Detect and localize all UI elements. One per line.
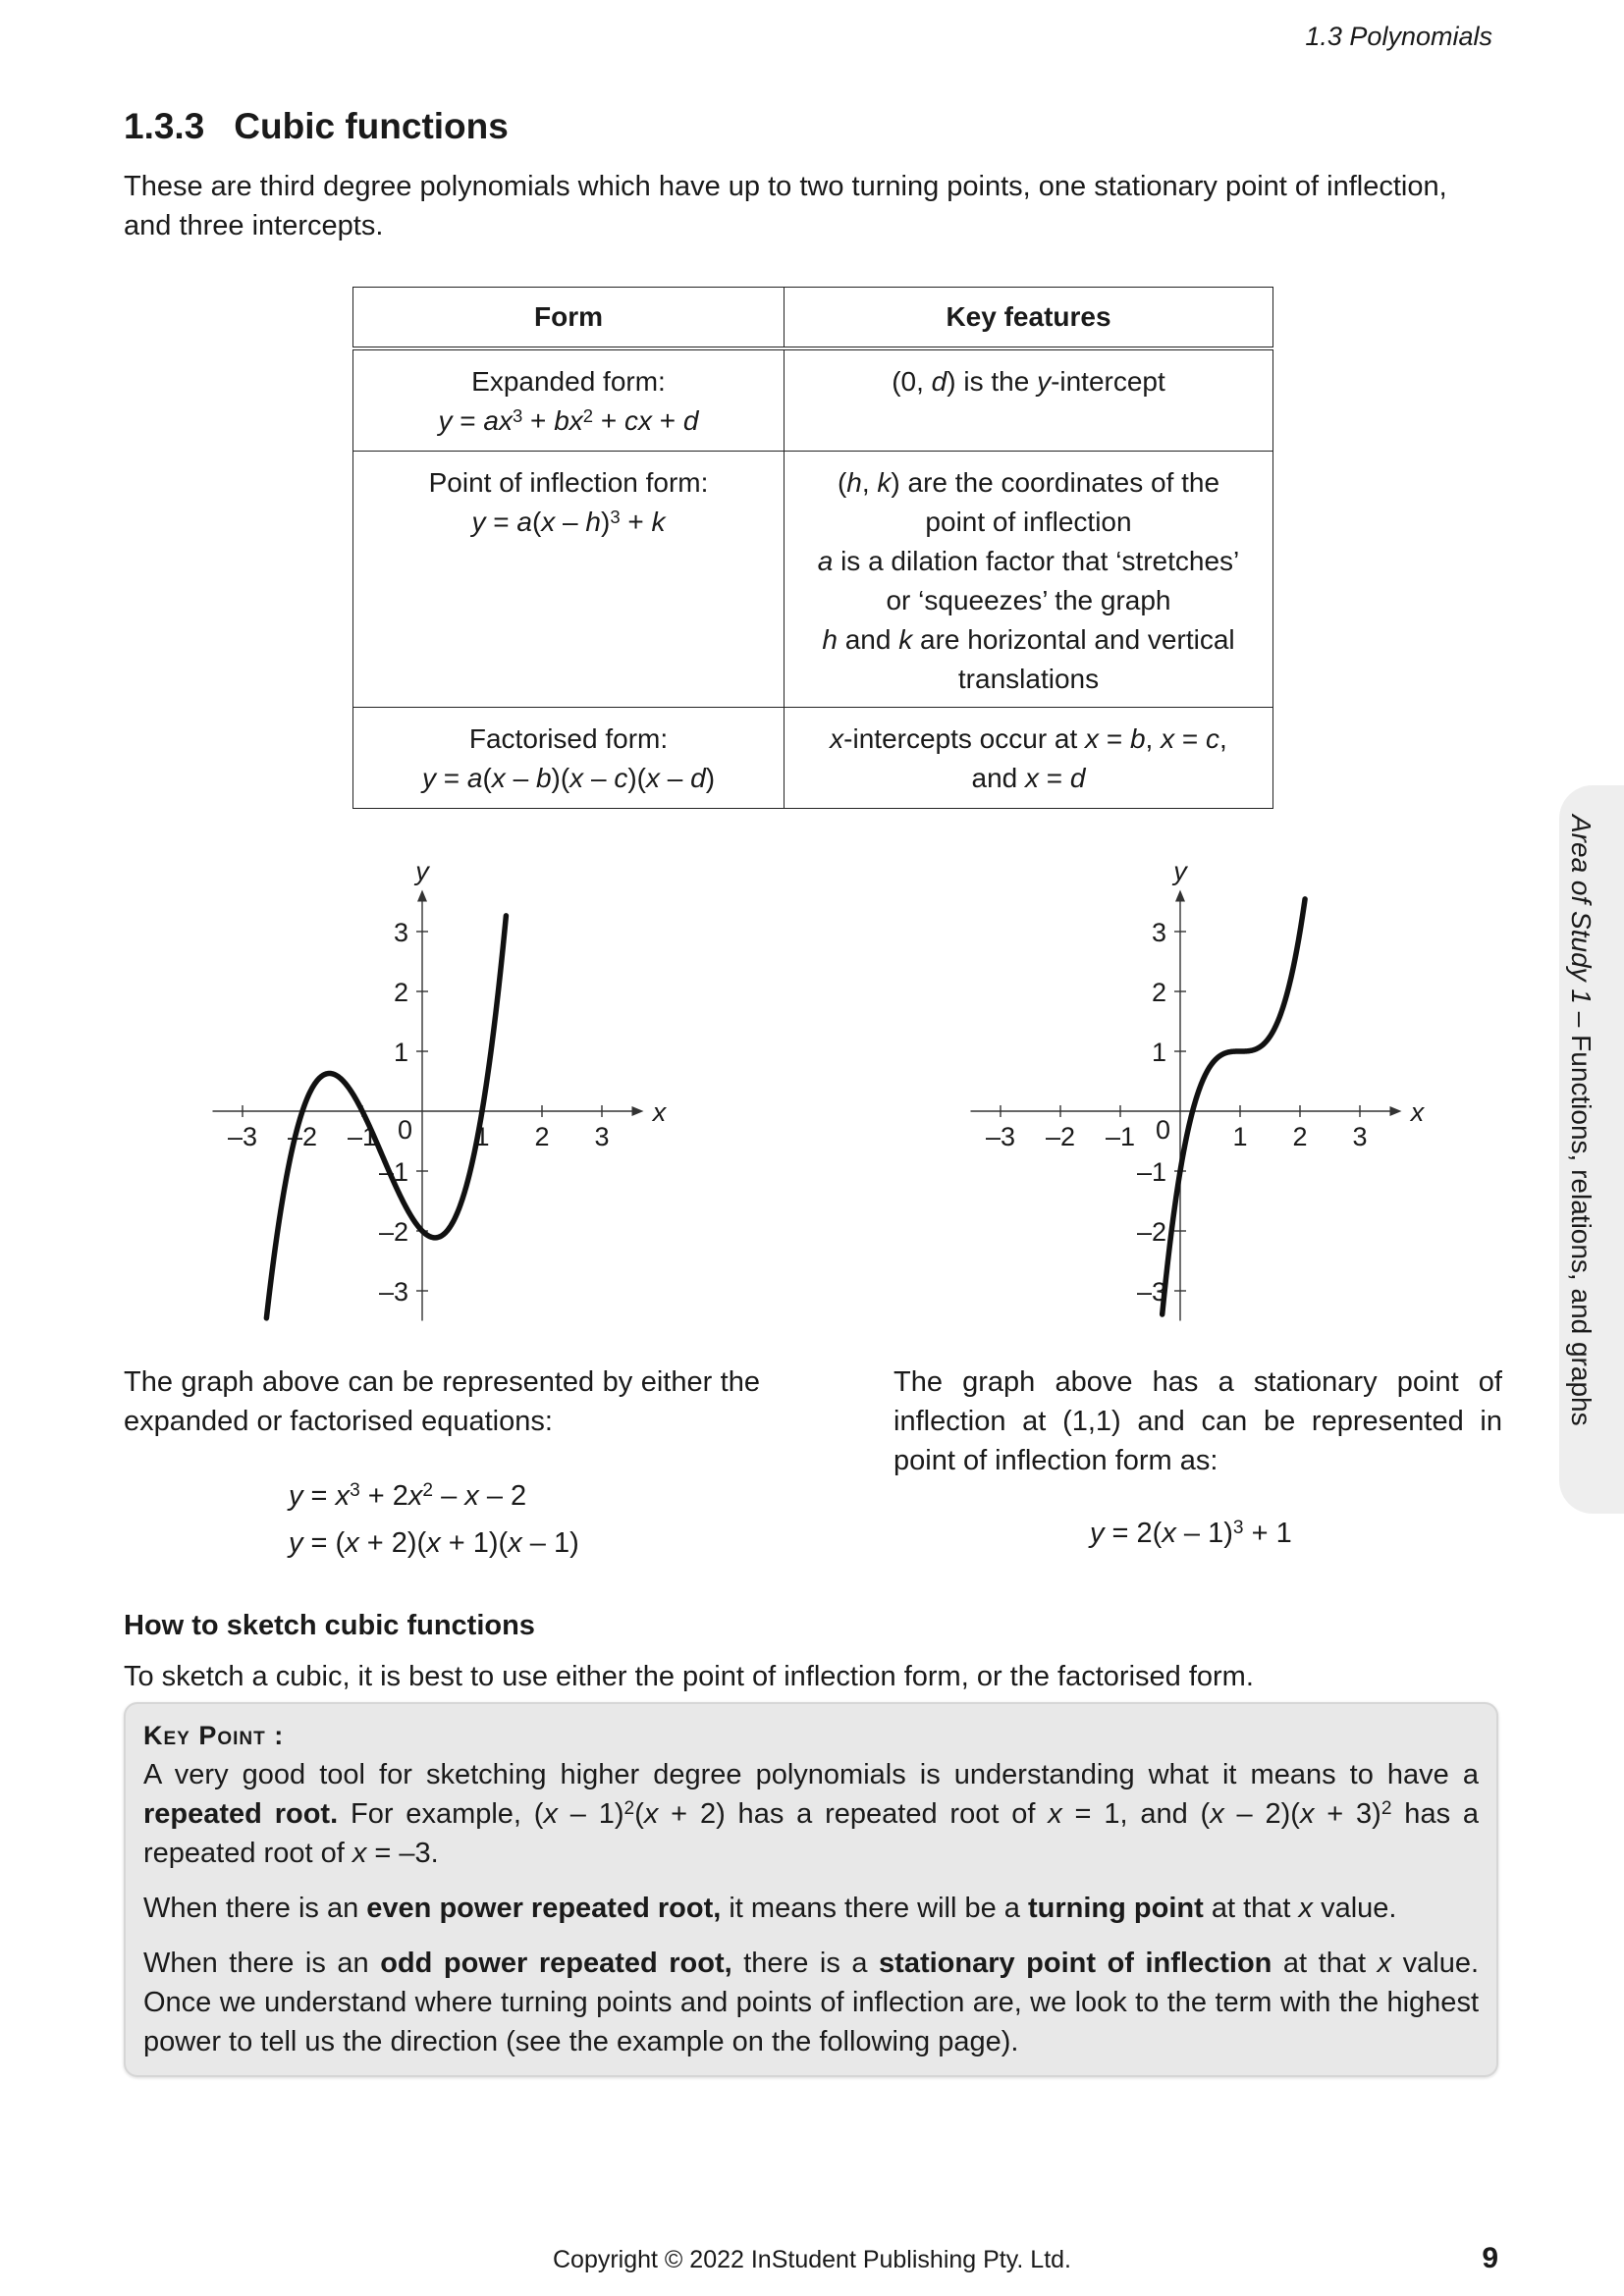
x-axis-label: x: [1410, 1097, 1425, 1127]
form-equation: y = a(x – b)(x – c)(x – d): [421, 763, 716, 793]
page-number: 9: [1482, 2242, 1498, 2274]
x-axis-label: x: [652, 1097, 667, 1127]
x-tick-label: –2: [1045, 1122, 1076, 1151]
y-axis-arrow: [417, 890, 427, 902]
feature-text: a is a dilation factor that ‘stretches’: [817, 546, 1240, 576]
form-equation: $y = ax^3 + bx^2$ + cx + d: [438, 404, 699, 436]
form-cell: [353, 348, 785, 452]
cubic-graph-right: [954, 854, 1445, 1325]
y-axis-label: y: [1173, 856, 1187, 886]
x-tick-label: 1: [1232, 1122, 1248, 1151]
table-row: [353, 452, 1273, 708]
y-tick-label: 2: [1151, 978, 1166, 1007]
table-header-row: [353, 288, 1273, 349]
table-row: [353, 708, 1273, 809]
subsection-heading: How to sketch cubic functions: [124, 1610, 535, 1641]
x-tick-label: –1: [347, 1122, 378, 1151]
section-title: [124, 106, 509, 147]
right-graph-caption: The graph above has a stationary point of inflection at (1,1) and can be represented in point of inflection form as:: [893, 1366, 1502, 1476]
feature-text: x-intercepts occur at x = b, x = c,: [830, 723, 1227, 754]
cubic-forms-table: [352, 287, 1273, 809]
x-axis-arrow: [1390, 1106, 1402, 1116]
cubic-curve: [266, 916, 506, 1318]
inflection-form-equation: y = 2(x – 1)$^3$ + 1: [1090, 1518, 1292, 1549]
left-graph-caption: The graph above can be represented by either the expanded or factorised equations:: [124, 1366, 760, 1437]
table-header-features: Key features: [785, 288, 1273, 349]
features-cell: [785, 348, 1273, 452]
section-number: 1.3.3: [124, 106, 205, 146]
factorised-equation: y = (x + 2)(x + 1)(x – 1): [289, 1527, 579, 1559]
expanded-equation: $y = x^3 + 2x^2 - x - 2$: [289, 1480, 527, 1512]
footer-copyright: Copyright © 2022 InStudent Publishing Pty. Ltd.: [552, 2246, 1071, 2273]
form-label: Point of inflection form:: [428, 467, 709, 498]
subsection-text: To sketch a cubic, it is best to use either the point of inflection form, or the factorised form.: [124, 1661, 1254, 1692]
form-equation: y = a(x – h)$^3$ + k: [471, 506, 666, 537]
features-cell: [785, 452, 1273, 708]
key-point-title: Key Point :: [143, 1721, 285, 1750]
y-tick-label: –1: [1136, 1157, 1166, 1187]
left-equations: [289, 1472, 579, 1567]
y-tick-label: 1: [1151, 1038, 1166, 1067]
key-point-paragraph: A very good tool for sketching higher degree polynomials is understanding what it means to have a repeated root. For example, (x – 1)$^2$(x + 2) has a repeated root of x = 1, and $(x - 2)(x + 3)^2$ has a repeated root of x = –3.: [143, 1759, 1480, 1869]
feature-text: translations: [957, 664, 1100, 694]
y-tick-label: –2: [1136, 1217, 1166, 1247]
section-title-text: Cubic functions: [234, 106, 509, 146]
chapter-side-tab: [1559, 785, 1624, 1514]
y-tick-label: –1: [378, 1157, 408, 1187]
feature-text: (0, d) is the y-intercept: [892, 366, 1165, 397]
cubic-graph-left: [196, 854, 687, 1325]
table-header-form: Form: [353, 288, 785, 349]
x-tick-label: –3: [227, 1122, 258, 1151]
feature-text: h and k are horizontal and vertical: [822, 624, 1235, 655]
y-tick-label: –3: [1136, 1277, 1166, 1307]
form-cell: [353, 708, 785, 809]
x-tick-label: 1: [474, 1122, 490, 1151]
y-axis-label: y: [415, 856, 429, 886]
y-tick-label: 1: [393, 1038, 408, 1067]
intro-paragraph: These are third degree polynomials which have up to two turning points, one stationary point of inflection, and three intercepts.: [124, 171, 1447, 241]
feature-text: and x = d: [971, 763, 1086, 793]
table-row: [353, 348, 1273, 452]
y-tick-label: –2: [378, 1217, 408, 1247]
form-label: Factorised form:: [468, 723, 669, 754]
x-tick-label: –2: [287, 1122, 318, 1151]
feature-text: or ‘squeezes’ the graph: [886, 585, 1171, 615]
y-tick-label: 2: [393, 978, 408, 1007]
origin-label: 0: [397, 1115, 412, 1145]
key-point-paragraph: When there is an even power repeated root, it means there will be a turning point at that x value.: [143, 1893, 1397, 1924]
side-tab-label: Area of Study 1 – Functions, relations, and graphs: [1566, 815, 1597, 1426]
feature-text: (h, k) are the coordinates of the: [837, 467, 1220, 498]
x-tick-label: –1: [1105, 1122, 1136, 1151]
x-axis-arrow: [632, 1106, 644, 1116]
form-cell: [353, 452, 785, 708]
feature-text: point of inflection: [925, 507, 1132, 537]
x-tick-label: 3: [594, 1122, 610, 1151]
y-tick-label: –3: [378, 1277, 408, 1307]
features-cell: [785, 708, 1273, 809]
y-axis-arrow: [1175, 890, 1185, 902]
form-label: Expanded form:: [471, 366, 666, 397]
x-tick-label: 3: [1352, 1122, 1368, 1151]
key-point-paragraph: When there is an odd power repeated root, there is a stationary point of inflection at that x value. Once we understand where turning points and points of inflection are, we look to the term with the highest power to tell us the direction (see the example on the following page).: [143, 1948, 1480, 2057]
origin-label: 0: [1155, 1115, 1170, 1145]
y-tick-label: 3: [1151, 918, 1166, 947]
key-point-box: [124, 1702, 1498, 2077]
y-tick-label: 3: [393, 918, 408, 947]
x-tick-label: 2: [1292, 1122, 1308, 1151]
running-header: 1.3 Polynomials: [1305, 22, 1492, 51]
x-tick-label: –3: [985, 1122, 1016, 1151]
cubic-curve: [1163, 899, 1308, 1314]
x-tick-label: 2: [534, 1122, 550, 1151]
